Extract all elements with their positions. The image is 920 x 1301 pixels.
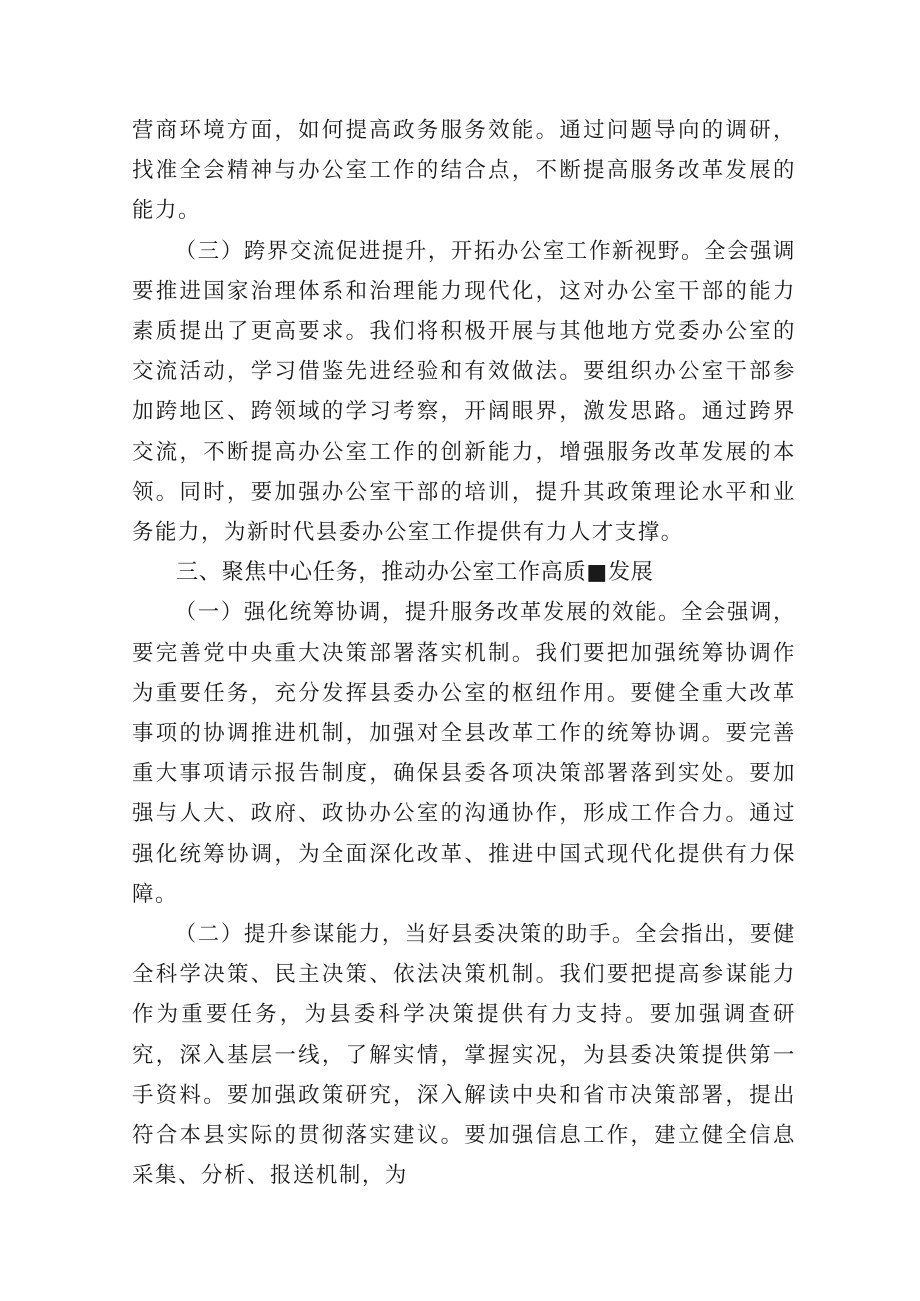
paragraph-continuation: 营商环境方面，如何提高政务服务效能。通过问题导向的调研，找准全会精神与办公室工作的结合点，不断提高服务改革发展的能力。: [132, 118, 796, 224]
section-heading-three: 三、聚焦中心任务，推动办公室工作高质■发展: [176, 560, 654, 586]
paragraph-coordination: （一）强化统筹协调，提升服务改革发展的效能。全会强调，要完善党中央重大决策部署落实机制。我们要把加强统筹协调作为重要任务，充分发挥县委办公室的枢纽作用。要健全重大改革事项的协调推进机制，加强对全县改革工作的统筹协调。要完善重大事项请示报告制度，确保县委各项决策部署落到实处。要加强与人大、政府、政协办公室的沟通协作，形成工作合力。通过强化统筹协调，为全面深化改革、推进中国式现代化提供有力保障。: [132, 600, 796, 907]
document-body: [132, 111, 796, 1196]
paragraph-cross-border-exchange: （三）跨界交流促进提升，开拓办公室工作新视野。全会强调要推进国家治理体系和治理能力现代化，这对办公室干部的能力素质提出了更高要求。我们将积极开展与其他地方党委办公室的交流活动，学习借鉴先进经验和有效做法。要组织办公室干部参加跨地区、跨领域的学习考察，开阔眼界，激发思路。通过跨界交流，不断提高办公室工作的创新能力，增强服务改革发展的本领。同时，要加强办公室干部的培训，提升其政策理论水平和业务能力，为新时代县委办公室工作提供有力人才支撑。: [132, 238, 796, 546]
paragraph-advisory-capacity: （二）提升参谋能力，当好县委决策的助手。全会指出，要健全科学决策、民主决策、依法决策机制。我们要把提高参谋能力作为重要任务，为县委科学决策提供有力支持。要加强调查研究，深入基层一线，了解实情，掌握实况，为县委决策提供第一手资料。要加强政策研究，深入解读中央和省市决策部署，提出符合本县实际的贯彻落实建议。要加强信息工作，建立健全信息采集、分析、报送机制，为: [132, 922, 796, 1189]
